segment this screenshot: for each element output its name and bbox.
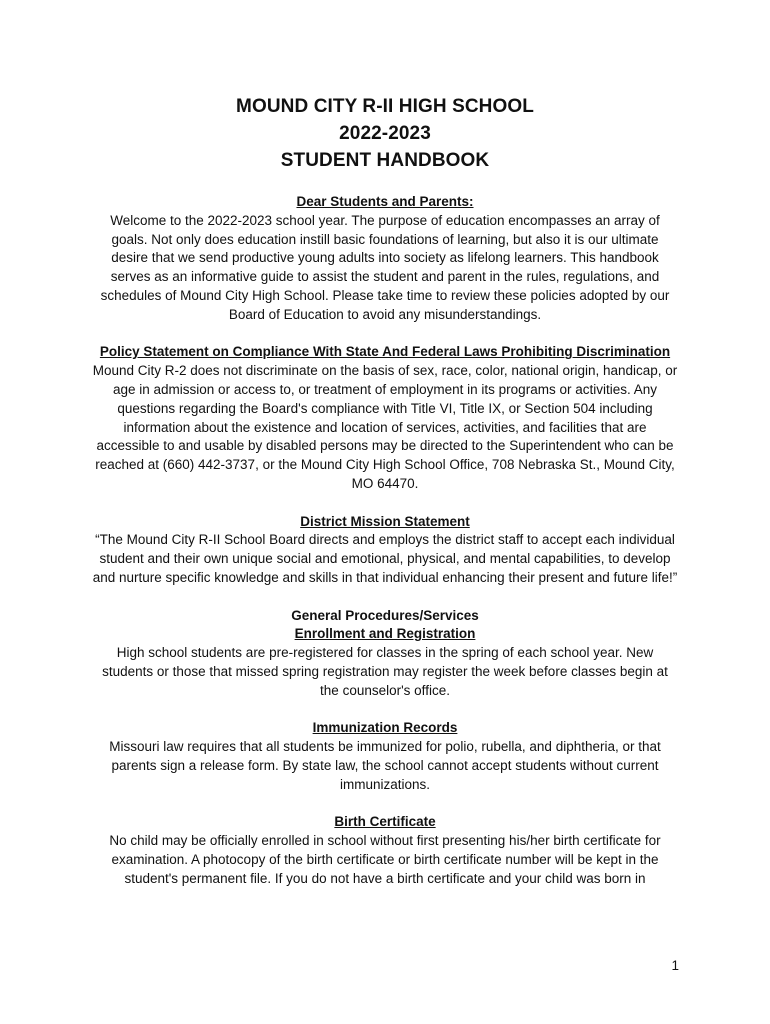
mission-heading: District Mission Statement xyxy=(300,513,470,529)
enrollment-heading: Enrollment and Registration xyxy=(294,626,476,642)
enrollment-paragraph: High school students are pre-registered for classes in the spring of each school year. New students or those that missed spring registration may register the week before classes begin at the counselor's office. xyxy=(102,645,668,698)
handbook-content xyxy=(92,193,678,888)
welcome-paragraph: Welcome to the 2022-2023 school year. The purpose of education encompasses an array of goals. Not only does education instill basic foundations of learning, but also it is our ultimate desire that we send productive young adults into society as lifelong learners. This handbook serves as an informative guide to assist the student and parent in the rules, regulations, and schedules of Mound City High School. Please take time to review these policies adopted by our Board of Education to avoid any misunderstandings. xyxy=(100,212,670,322)
policy-paragraph: Mound City R-2 does not discriminate on the basis of sex, race, color, national origin, handicap, or age in admission or access to, or treatment of employment in its programs or activities. Any questions regarding the Board's compliance with Title VI, Title IX, or Section 504 including information about the existence and location of services, activities, and facilities that are accessible to and usable by disabled persons may be directed to the Superintendent who can be reached at (660) 442-3737, or the Mound City High School Office, 708 Nebraska St., Mound City, MO 64470. xyxy=(92,363,678,491)
welcome-heading: Dear Students and Parents: xyxy=(296,194,474,209)
handbook-title xyxy=(0,93,770,174)
immunization-paragraph: Missouri law requires that all students be immunized for polio, rubella, and diphtheria, or that parents sign a release form. By state law, the school cannot accept students without current immunizations. xyxy=(109,739,661,792)
birth-certificate-paragraph: No child may be officially enrolled in school without first presenting his/her birth certificate for examination. A photocopy of the birth certificate or birth certificate number will be kept in the student's permanent file. If you do not have a birth certificate and your child was born in xyxy=(109,833,661,886)
school-year: 2022-2023 xyxy=(339,123,431,144)
birth-certificate-heading: Birth Certificate xyxy=(334,814,436,830)
handbook-name: STUDENT HANDBOOK xyxy=(280,150,490,171)
immunization-heading: Immunization Records xyxy=(312,720,458,736)
school-name: MOUND CITY R-II HIGH SCHOOL xyxy=(236,96,534,117)
mission-paragraph: “The Mound City R-II School Board directs and employs the district staff to accept each individual student and their own unique social and emotional, physical, and mental capabilities, to develop and nurture specific knowledge and skills in that individual enhancing their present and future life!” xyxy=(92,532,678,585)
page-number: 1 xyxy=(671,958,679,973)
policy-heading: Policy Statement on Compliance With State And Federal Laws Prohibiting Discrimination xyxy=(99,344,671,360)
general-procedures-heading: General Procedures/Services xyxy=(291,607,479,623)
